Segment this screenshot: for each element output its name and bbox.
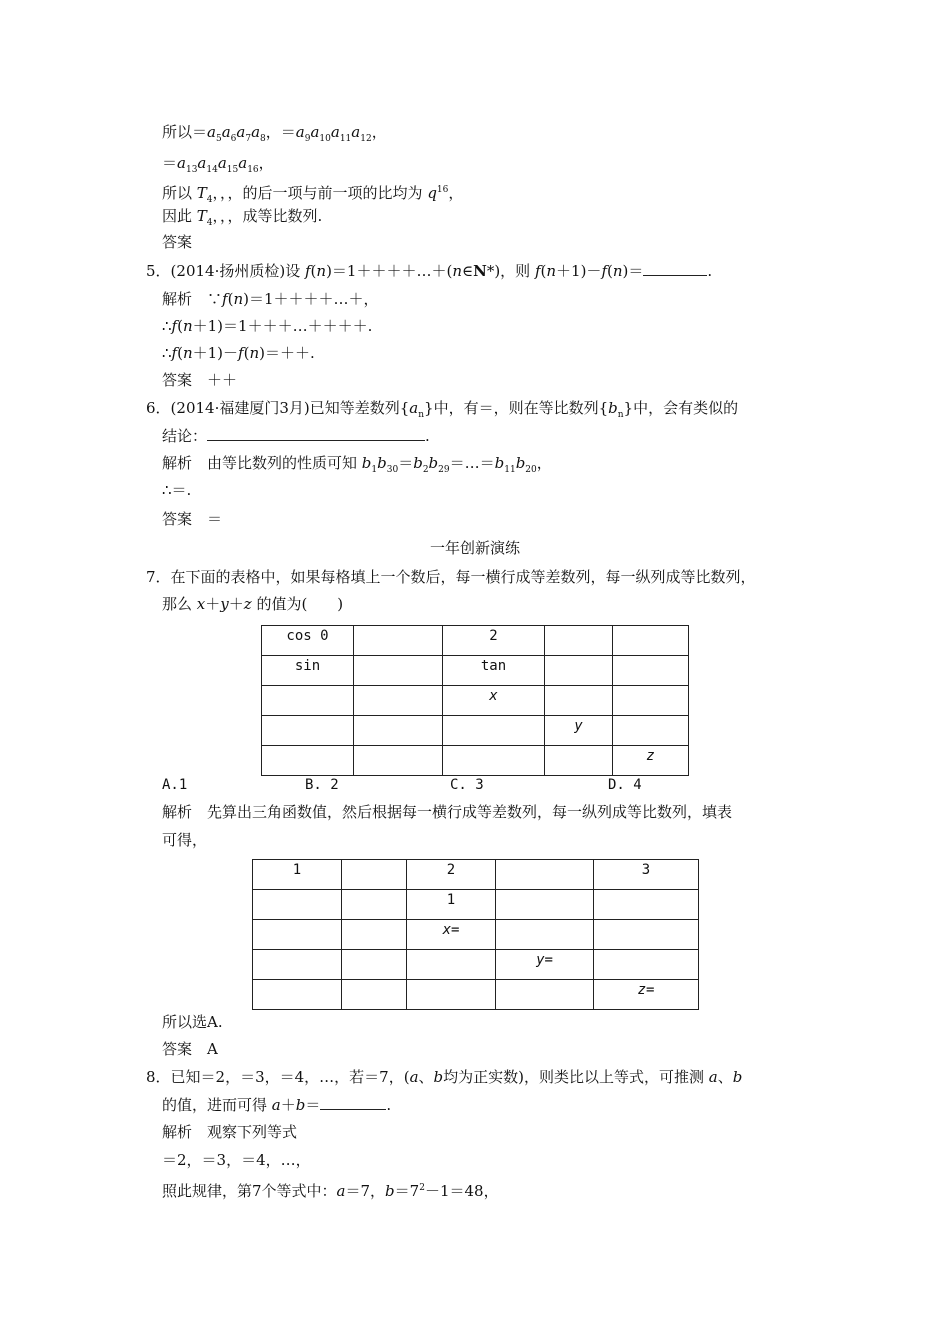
table-cell [545,626,613,656]
table-cell: y= [496,950,594,980]
text-line: 解析 ∵f(n)＝1＋＋＋＋…＋， [162,290,379,308]
table-cell: z= [594,980,699,1010]
table-cell [342,980,407,1010]
answer-line: 答案 ＋＋ [162,371,238,389]
table-cell [342,950,407,980]
table-cell [262,686,354,716]
text-line: ∴f(n＋1)－f(n)＝＋＋. [162,344,315,362]
table-cell [594,920,699,950]
table-cell [253,950,342,980]
table-cell [443,746,545,776]
table-cell [594,890,699,920]
table-cell: tan [443,656,545,686]
table-cell: sin [262,656,354,686]
table-cell [407,950,496,980]
table-cell [253,920,342,950]
question-5: 5．(2014·扬州质检)设 f(n)＝1＋＋＋＋…＋(n∈N*)，则 f(n＋1)－f(n)＝ . [146,262,713,280]
text-line: 可得， [162,831,208,849]
question-8: 8．已知＝2，＝3，＝4，…，若＝7，(a、b均为正实数)，则类比以上等式，可推测 a、b [146,1068,743,1086]
table-cell [496,860,594,890]
table-cell [342,860,407,890]
choice-c[interactable]: C. 3 [450,777,484,793]
table-cell [342,890,407,920]
text-line: ∴＝. [162,481,192,499]
table-cell [253,980,342,1010]
table-cell [613,716,689,746]
table-cell [354,716,443,746]
table-cell: 2 [407,860,496,890]
table-cell: x [443,686,545,716]
text-line: $=a_{13}a_{14}a_{15}a_{16}$， [162,154,274,175]
table-cell [545,746,613,776]
choice-a[interactable]: A.1 [162,777,188,793]
choice-d[interactable]: D. 4 [608,777,642,793]
table-cell: 3 [594,860,699,890]
text-line: 所以 $T_4$，，，的后一项与前一项的比均为 $q^{16}$， [162,184,464,205]
text-line: 结论： . [162,427,430,445]
table-cell: 2 [443,626,545,656]
table-cell [496,980,594,1010]
table-cell [545,686,613,716]
table-cell: 1 [253,860,342,890]
table-cell [613,626,689,656]
text-line: 那么 x＋y＋z 的值为( ) [162,595,344,613]
table-cell [354,686,443,716]
text-line: 照此规律，第7个等式中：a＝7，$b=7^2-1=48$， [162,1182,499,1200]
table-cell [496,920,594,950]
table-cell [354,746,443,776]
text-line: 所以$=a_5a_6a_7a_8$，$=a_9a_{10}a_{11}a_{12}$， [162,123,387,144]
table-cell: 1 [407,890,496,920]
table-cell [342,920,407,950]
table-cell [354,656,443,686]
table-cell: y [545,716,613,746]
answer-label: 答案 [162,233,193,251]
table-cell [262,746,354,776]
table-cell [613,686,689,716]
text-line: 所以选A. [162,1013,223,1031]
text-line: 因此 $T_4$，，，成等比数列. [162,207,323,228]
table-cell: x= [407,920,496,950]
answer-line: 答案 A [162,1040,218,1058]
text-line: 的值，进而可得 a＋b＝ . [162,1096,392,1114]
question-7: 7．在下面的表格中，如果每格填上一个数后，每一横行成等差数列，每一纵列成等比数列， [146,568,756,586]
question-table [261,625,689,776]
table-cell [443,716,545,746]
text-line: 解析 先算出三角函数值，然后根据每一横行成等差数列，每一纵列成等比数列，填表 [162,803,733,821]
text-line: 解析 观察下列等式 [162,1123,298,1141]
table-cell [594,950,699,980]
table-cell [496,890,594,920]
table-cell [262,716,354,746]
question-6: 6．(2014·福建厦门3月)已知等差数列$\{a_n\}$中，有＝，则在等比数列$\{b_n\}$中，会有类似的 [146,399,739,420]
table-cell [613,656,689,686]
solution-table [252,859,699,1010]
answer-line: 答案 ＝ [162,510,223,528]
table-cell [545,656,613,686]
text-line: ∴f(n＋1)＝1＋＋＋…＋＋＋＋. [162,317,373,335]
text-line: ＝2，＝3，＝4，…， [162,1151,311,1169]
table-cell [407,980,496,1010]
table-cell: cos 0 [262,626,354,656]
choice-b[interactable]: B. 2 [305,777,339,793]
table-cell [354,626,443,656]
text-line: 解析 由等比数列的性质可知 $b_1b_{30}=b_2b_{29}=\dots=b_{11}b_{20}$， [162,454,552,475]
table-cell [253,890,342,920]
table-cell: z [613,746,689,776]
section-heading: 一年创新演练 [429,539,520,557]
